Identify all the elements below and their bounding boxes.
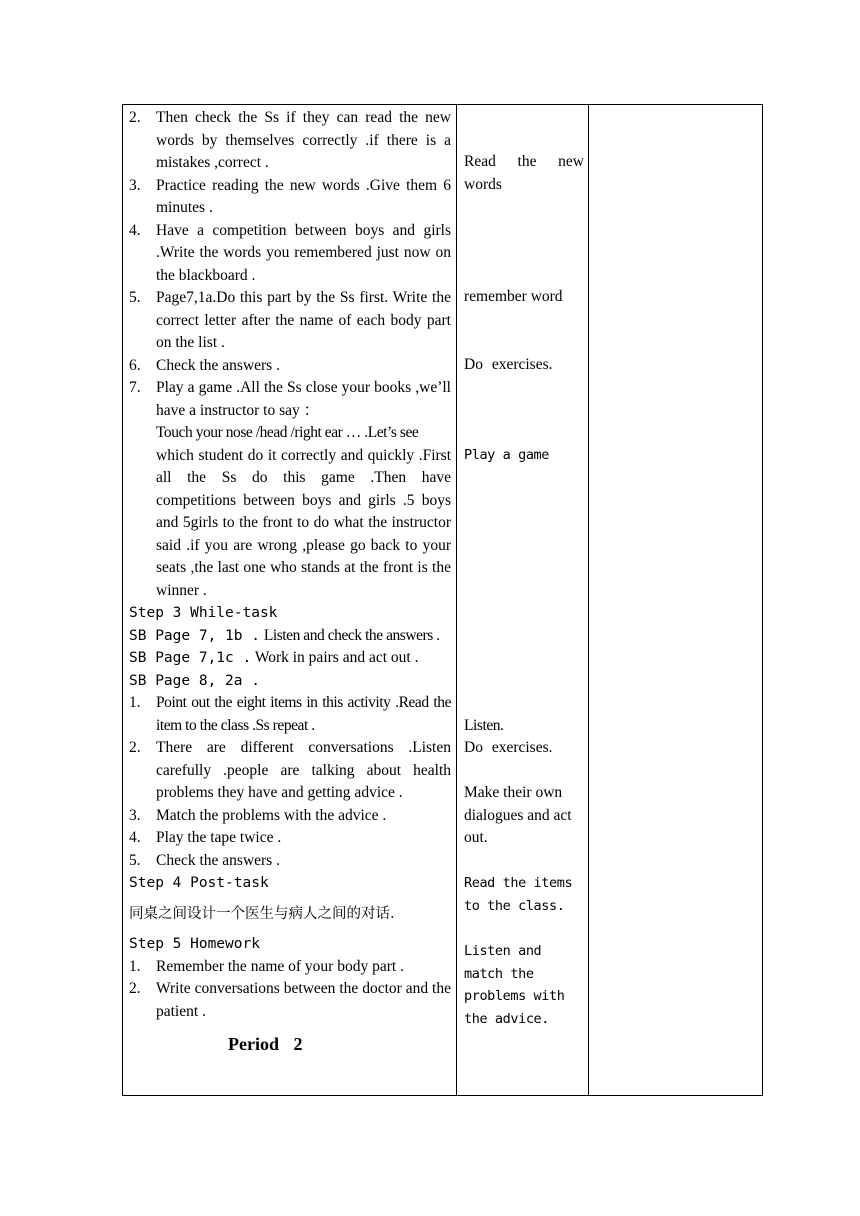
list-item: 5. Check the answers . [129,851,280,869]
list-item: 6. Check the answers . [129,356,280,374]
list-item: 2. Then check the Ss if they can read the new words by themselves correctly .if there is a mistakes ,correct . [129,109,451,171]
chinese-instruction: 同桌之间设计一个医生与病人之间的对话. [129,905,395,922]
student-activity: Listen and match the problems with the advice. [464,943,565,1027]
column-divider-1 [456,105,457,1095]
list-item: 5. Page7,1a.Do this part by the Ss first. Write the correct letter after the name of each body part on the list . [129,289,451,351]
step-5-heading: Step 5 Homework [129,936,260,952]
list-item: 2. There are different conversations .Listen carefully .people are talking about health problems they have and getting advice . [129,739,451,801]
list-item: 4. Play the tape twice . [129,829,282,846]
step-4-heading: Step 4 Post-task [129,875,269,891]
list-item: 1. Remember the name of your body part . [129,957,404,975]
list-item: 7. Play a game .All the Ss close your books ,we’ll have a instructor to say ： Touch your nose /head /right ear … .Let’s see which student do it correctly and quickly .First all the Ss do this game .Then have competitions between boys and girls .5 boys and 5girls to the front to do what the instructor said .if you are wrong ,please go back to your seats ,the last one who stands at the front is the winner . [129,379,451,599]
student-activity: Do exercises. [464,356,553,373]
list-item: 4. Have a competition between boys and girls .Write the words you remembered just now on the blackboard . [129,221,451,284]
list-item: 3. Match the problems with the advice . [129,806,387,824]
list-item: 3. Practice reading the new words .Give them 6 minutes . [129,176,451,216]
step-3-heading: Step 3 While-task [129,605,278,621]
list-item: 1. Point out the eight items in this activity .Read the item to the class .Ss repeat . [129,694,451,734]
student-activity: Read the new words [464,153,584,193]
sb-line-3: SB Page 8, 2a . [129,672,260,689]
column-divider-2 [588,105,589,1095]
student-activity: Do exercises. [464,739,553,756]
period-heading: Period 2 [228,1034,303,1054]
student-activity: Read the items to the class. [464,875,573,914]
student-activity: Play a game [464,447,550,463]
sb-line-1: SB Page 7, 1b . Listen and check the answers . [129,626,440,644]
sb-line-2: SB Page 7,1c . Work in pairs and act out . [129,649,419,666]
student-activity: Make their own dialogues and act out. [464,784,572,846]
student-activity: Listen. [464,717,504,734]
teacher-activities-column [129,107,451,1056]
lesson-table [122,104,763,1096]
list-item: 2. Write conversations between the doctor and the patient . [129,980,451,1020]
student-activity: remember word [464,288,563,305]
